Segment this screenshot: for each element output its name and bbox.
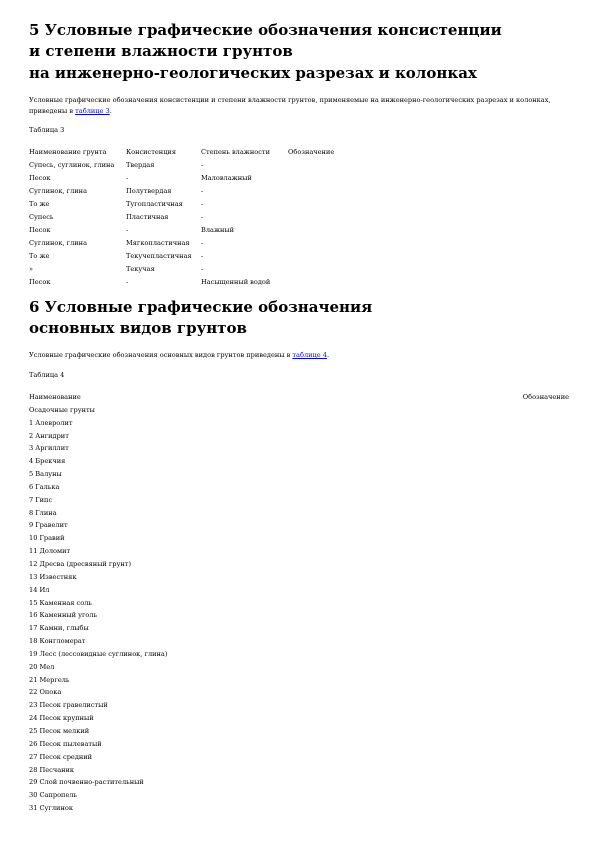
- table3-cell-consistency: Тугопластичная: [126, 200, 183, 208]
- table3-cell-moisture: -: [201, 213, 204, 221]
- table3-cell-consistency: -: [126, 226, 129, 234]
- table3-cell-moisture: Маловлажный: [201, 174, 252, 182]
- soil-type-name: 6 Галька: [29, 482, 60, 491]
- soil-type-name: 29 Слой почвенно-растительный: [29, 778, 144, 787]
- soil-type-name: 8 Глина: [29, 508, 57, 517]
- soil-type-name: 9 Гравелит: [29, 521, 68, 530]
- soil-type-name: 4 Брекчия: [29, 457, 66, 466]
- section5-intro: [29, 95, 569, 117]
- table3-cell-consistency: Мягкопластичная: [126, 239, 190, 247]
- table3-cell-consistency: Полутвердая: [126, 187, 172, 195]
- table4-group-label: Осадочные грунты: [29, 405, 95, 414]
- section5-title-line1: 5 Условные графические обозначения консистенции: [29, 21, 502, 39]
- table-row: [29, 507, 569, 519]
- soil-type-name: 1 Алевролит: [29, 418, 73, 427]
- table-row: [29, 648, 569, 660]
- table3-caption: Таблица 3: [29, 126, 65, 134]
- table-row: [29, 468, 569, 480]
- table3-header-consistency: Консистенция: [126, 148, 176, 156]
- table3-cell-moisture: -: [201, 252, 204, 260]
- soil-type-name: 23 Песок гравелистый: [29, 701, 108, 710]
- table3-cell-consistency: Текучая: [126, 265, 155, 273]
- table3-cell-moisture: -: [201, 265, 204, 273]
- table-row: [29, 417, 569, 429]
- soil-type-name: 26 Песок пылеватый: [29, 739, 102, 748]
- table-row: [29, 532, 569, 544]
- table3-link[interactable]: таблице 3: [75, 107, 110, 115]
- soil-type-name: 30 Сапропель: [29, 791, 78, 800]
- soil-type-name: 17 Камни, глыбы: [29, 624, 89, 633]
- table-row: [29, 609, 569, 621]
- table-row: [29, 481, 569, 493]
- soil-type-name: 13 Известняк: [29, 572, 77, 581]
- table-row: [29, 738, 569, 750]
- table4-header-symbol: Обозначение: [522, 393, 569, 401]
- table-row: [29, 597, 569, 609]
- table3-cell-moisture: Влажный: [201, 226, 235, 234]
- table4-header-name: Наименование: [29, 393, 81, 401]
- table-row: [29, 712, 569, 724]
- soil-type-name: 3 Аргиллит: [29, 444, 69, 453]
- soil-type-name: 2 Ангидрит: [29, 431, 69, 440]
- table-row: [29, 494, 569, 506]
- soil-type-name: 15 Каменная соль: [29, 598, 92, 607]
- section6-intro-text: Условные графические обозначения основных видов грунтов приведены в: [29, 351, 293, 359]
- table3-cell-name: »: [29, 265, 34, 273]
- table3-cell-consistency: Твердая: [126, 161, 155, 169]
- table-row: [29, 802, 569, 814]
- table-row: [29, 584, 569, 596]
- table-row: [29, 686, 569, 698]
- section6-title-line1: 6 Условные графические обозначения: [29, 298, 373, 316]
- section5-title-line2: и степени влажности грунтов: [29, 42, 293, 60]
- section5-intro-text: Условные графические обозначения консистенции и степени влажности грунтов, применяемые на инженерно-геологических разрезах и колонках, приведены в: [29, 96, 551, 115]
- soil-type-name: 20 Мел: [29, 662, 55, 671]
- table4-caption: Таблица 4: [29, 371, 65, 379]
- table-row: [29, 545, 569, 557]
- section5-intro-end: .: [109, 107, 112, 115]
- table-row: [29, 674, 569, 686]
- soil-type-name: 11 Доломит: [29, 547, 71, 556]
- table3-cell-name: То же: [29, 200, 50, 208]
- table3-cell-name: То же: [29, 252, 50, 260]
- table-row: [29, 442, 569, 454]
- table-row: [29, 571, 569, 583]
- section5-title-line3: на инженерно-геологических разрезах и колонках: [29, 64, 477, 82]
- soil-type-name: 18 Конгломерат: [29, 637, 86, 645]
- table3-cell-consistency: Текучепластичная: [126, 252, 192, 260]
- table3-cell-consistency: -: [126, 278, 129, 286]
- table3-cell-name: Песок: [29, 174, 51, 182]
- table-row: [29, 661, 569, 673]
- table3-cell-moisture: -: [201, 161, 204, 169]
- table4-link[interactable]: таблице 4: [292, 351, 327, 359]
- soil-type-name: 16 Каменный уголь: [29, 611, 98, 620]
- soil-type-name: 24 Песок крупный: [29, 714, 94, 723]
- table-row: [29, 764, 569, 776]
- soil-type-name: 22 Опока: [29, 688, 62, 697]
- table-row: [29, 725, 569, 737]
- soil-type-name: 28 Песчаник: [29, 765, 75, 774]
- table-row: [29, 519, 569, 531]
- table-row: [29, 430, 569, 442]
- table3-header-moisture: Степень влажности: [201, 148, 270, 156]
- soil-type-name: 19 Лесс (лессовидные суглинок, глина): [29, 649, 168, 658]
- soil-type-name: 14 Ил: [29, 585, 50, 594]
- section6-intro: [29, 350, 569, 361]
- soil-type-name: 27 Песок средний: [29, 752, 93, 761]
- table-row: [29, 699, 569, 711]
- soil-type-name: 7 Гипс: [29, 495, 53, 504]
- soil-type-name: 5 Валуны: [29, 470, 62, 478]
- table3-header-symbol: Обозначение: [288, 148, 335, 156]
- soil-type-name: 12 Дресва (дресвяный грунт): [29, 559, 132, 568]
- soil-type-name: 21 Мергель: [29, 675, 70, 684]
- table-row: [29, 558, 569, 570]
- table3-cell-moisture: Насыщенный водой: [201, 278, 271, 286]
- table3-cell-consistency: Пластичная: [126, 213, 169, 221]
- table3-cell-name: Песок: [29, 278, 51, 286]
- table3-cell-name: Супесь: [29, 213, 54, 221]
- table3-cell-moisture: -: [201, 187, 204, 195]
- table-row: [29, 776, 569, 788]
- table3-cell-name: Песок: [29, 226, 51, 234]
- table3-cell-name: Суглинок, глина: [29, 187, 88, 195]
- table-row: [29, 635, 569, 647]
- soil-type-name: 25 Песок мелкий: [29, 727, 90, 735]
- table3-cell-name: Суглинок, глина: [29, 239, 88, 247]
- table3-cell-consistency: -: [126, 174, 129, 182]
- table3-header-name: Наименование грунта: [29, 148, 107, 156]
- table4-header-row: [29, 391, 569, 403]
- section6-intro-end: .: [326, 351, 330, 359]
- soil-type-name: 31 Суглинок: [29, 804, 73, 813]
- table3-cell-name: Супесь, суглинок, глина: [29, 161, 115, 169]
- table3-cell-moisture: -: [201, 200, 204, 208]
- table-row: [29, 622, 569, 634]
- table-row: [29, 751, 569, 763]
- table-row: [29, 455, 569, 467]
- table-row: [29, 789, 569, 801]
- table3-cell-moisture: -: [201, 239, 204, 247]
- section6-title-line2: основных видов грунтов: [29, 319, 247, 337]
- soil-type-name: 10 Гравий: [29, 534, 65, 543]
